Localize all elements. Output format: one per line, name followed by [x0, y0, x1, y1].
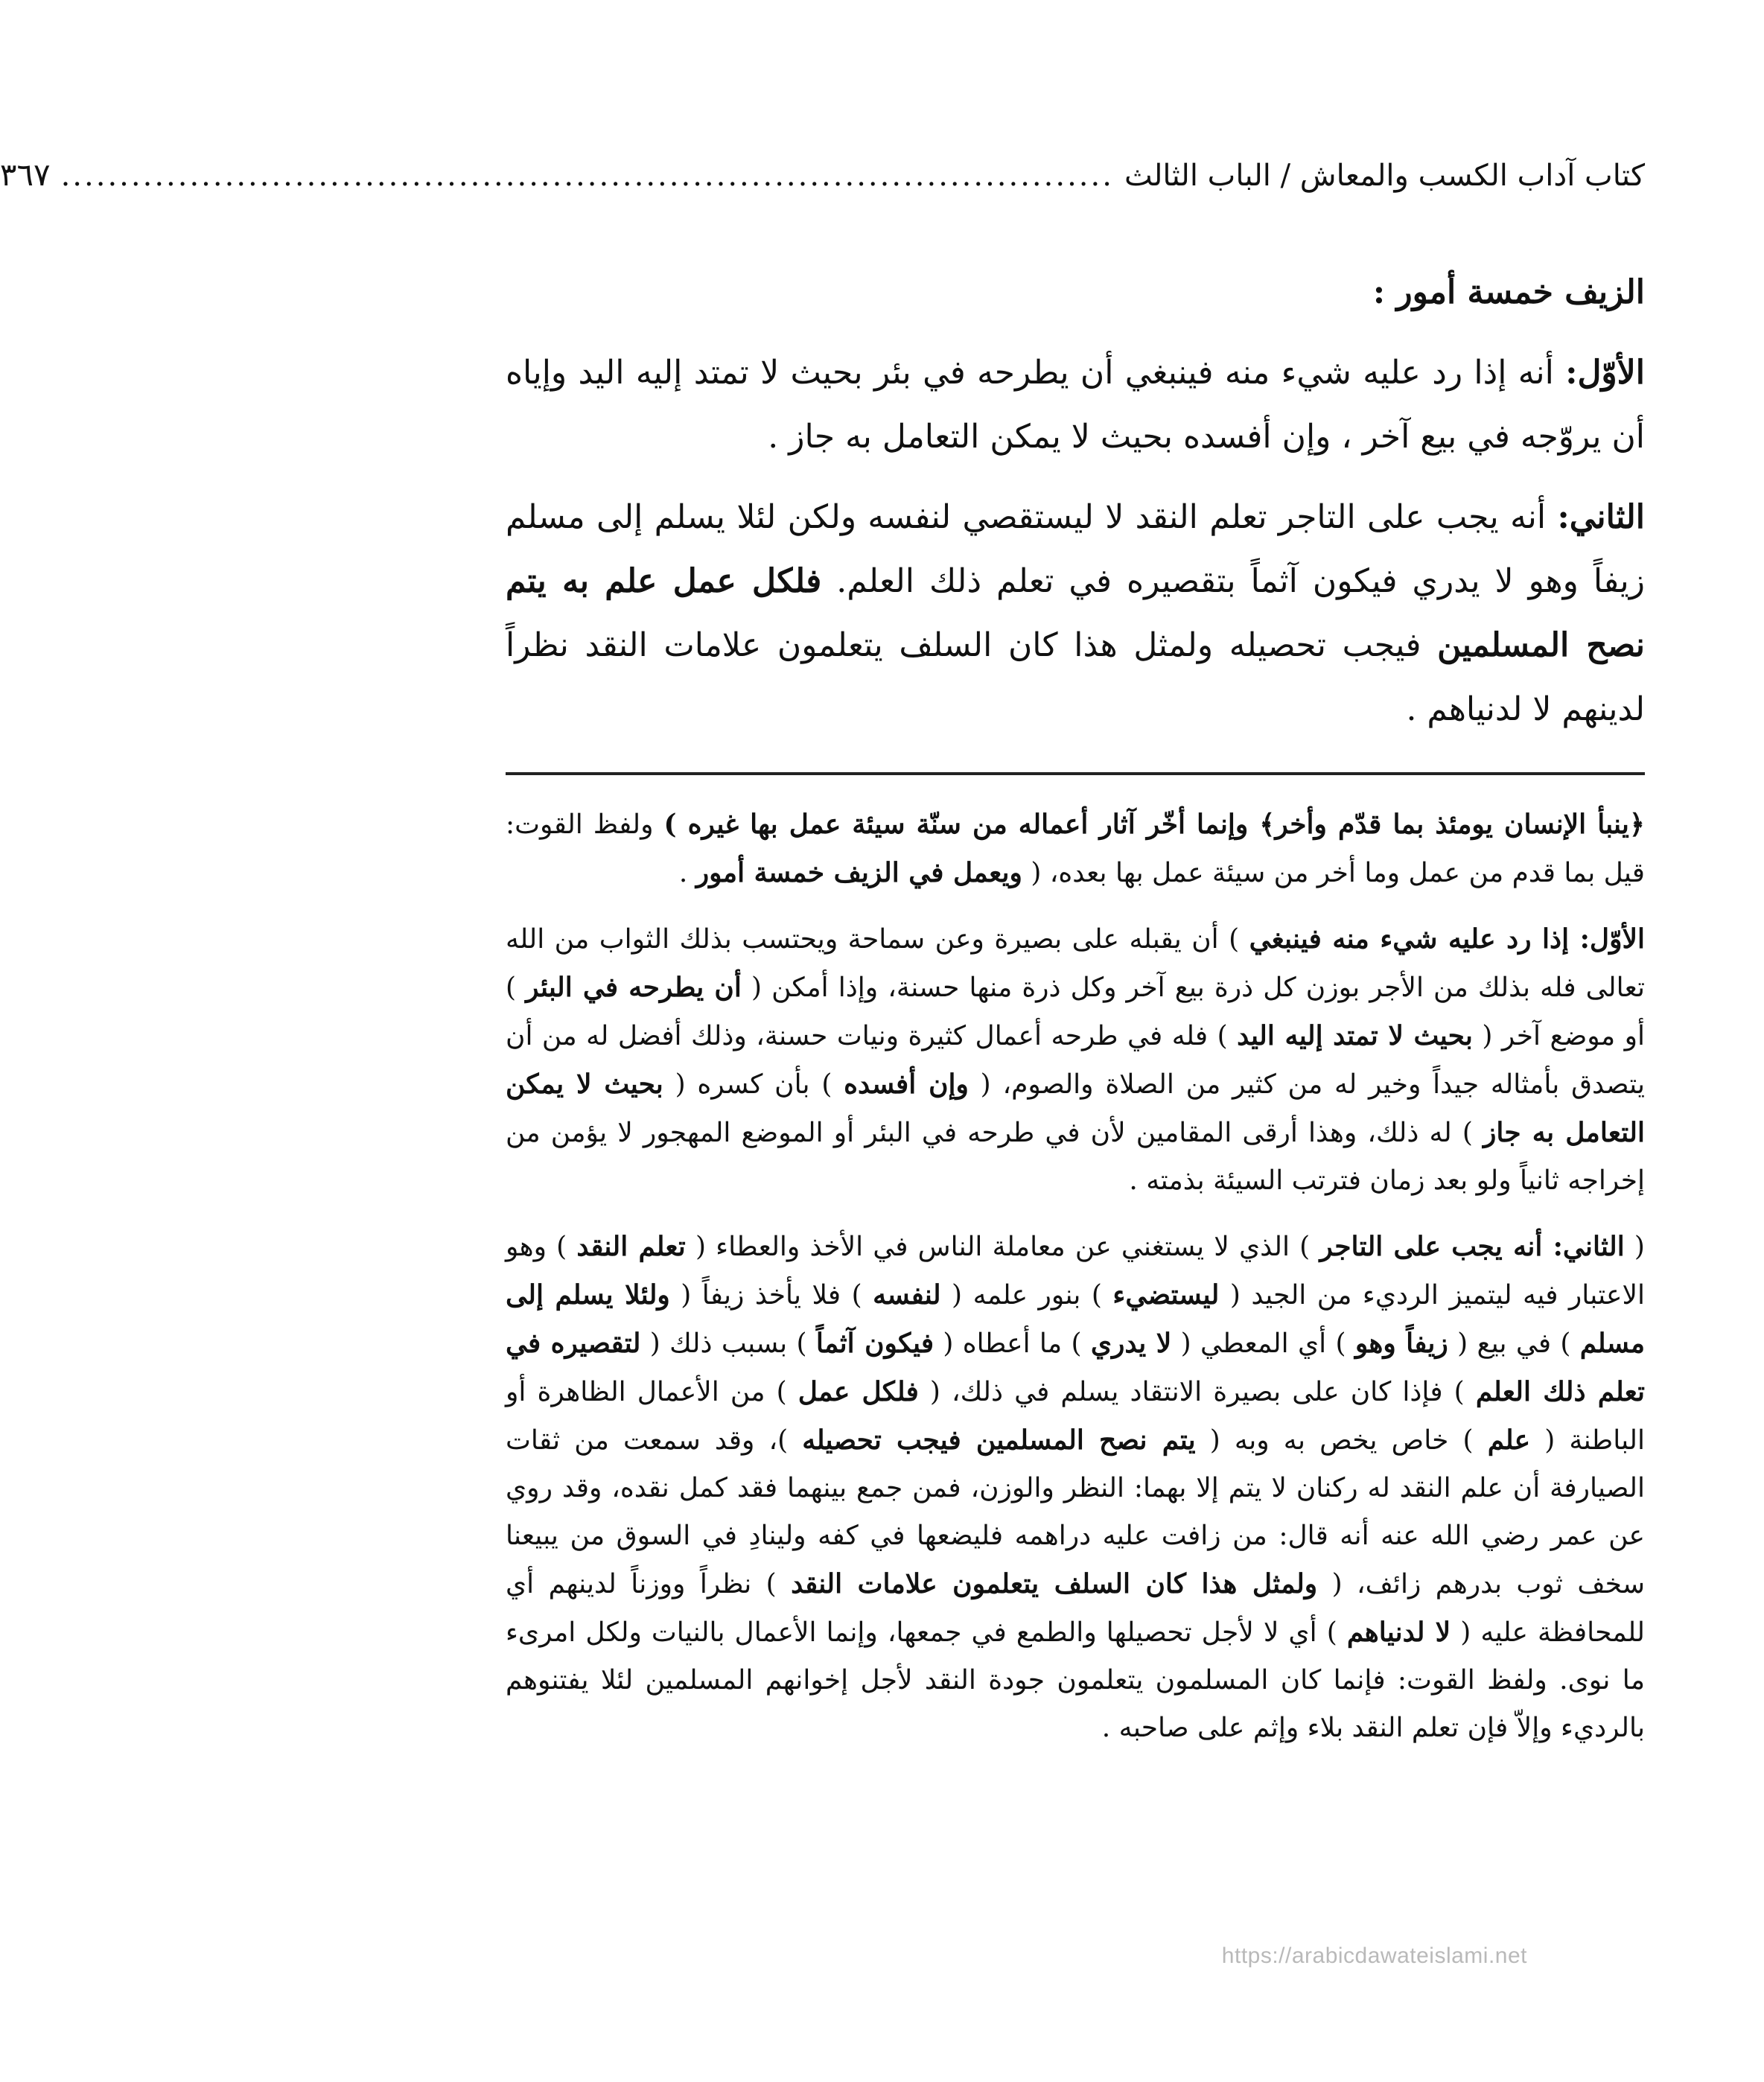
commentary-quoted-text: علم	[1487, 1424, 1531, 1456]
second-text-end: فيجب تحصيله ولمثل هذا كان السلف يتعلمون علامات النقد نظراً لدينهم لا لدنياهم .	[506, 626, 1645, 728]
commentary-text: ) بسبب ذلك (	[640, 1328, 816, 1359]
commentary-quoted-text: زيفاً وهو	[1354, 1328, 1448, 1359]
commentary-text: ) فإذا كان على بصيرة الانتقاد يسلم في ذلك، (	[918, 1377, 1476, 1407]
second-text: أنه يجب على التاجر تعلم النقد لا ليستقصي لنفسه ولكن لئلا يسلم إلى مسلم زيفاً وهو لا يدري فيكون آثماً بتقصيره في تعلم ذلك العلم.	[506, 498, 1645, 600]
second-paragraph	[506, 486, 1645, 742]
commentary-quoted-text: ولئلا يسلم إلى مسلم	[506, 1279, 1645, 1359]
second-text-bold: فلكل عمل علم به يتم نصح المسلمين	[506, 562, 1646, 664]
commentary-text: ) وهو الاعتبار فيه ليتميز الرديء من الجيد (	[506, 1232, 1645, 1311]
commentary-quoted-text: ليستضيء	[1112, 1279, 1220, 1311]
commentary-quoted-text: ﴿ينبأ الإنسان يومئذ بما قدّم وأخر﴾ وإنما أخّر آثار أعماله من سنّة سيئة عمل بها غيره )	[663, 809, 1645, 840]
intro-paragraph	[506, 261, 1645, 325]
second-label: الثاني:	[1557, 498, 1645, 536]
commentary-quoted-text: لتقصيره في تعلم ذلك العلم	[506, 1328, 1646, 1407]
footnote-divider	[506, 772, 1645, 775]
header-leader-dots: ..........................................................................................	[60, 159, 1114, 193]
commentary-text: ) أن يقبله على بصيرة وعن سماحة ويحتسب بذلك الثواب من الله تعالى فله بذلك من الأجر بوزن كل ذرة بيع آخر وكل ذرة منها حسنة، وإذا أمكن (	[506, 924, 1645, 1003]
page-number: ٣٦٧	[0, 156, 51, 193]
commentary-text: ) بأن كسره (	[663, 1069, 844, 1100]
commentary-quoted-text: لنفسه	[873, 1279, 941, 1311]
first-label: الأوّل:	[1565, 354, 1645, 392]
commentary-paragraph	[506, 915, 1645, 1205]
first-text: أنه إذا رد عليه شيء منه فينبغي أن يطرحه في بئر بحيث لا تمتد إليه اليد وإياه أن يروّجه في بيع آخر ، وإن أفسده بحيث لا يمكن التعامل به جاز .	[506, 354, 1645, 456]
commentary-quoted-text: الأوّل: إذا رد عليه شيء منه فينبغي	[1249, 923, 1645, 955]
commentary-text: ) أي لا لأجل تحصيلها والطمع في جمعها، وإنما الأعمال بالنيات ولكل امرىء ما نوى. ولفظ القوت: فإنما كان المسلمون يتعلمون جودة النقد لأجل إخوانهم المسلمين لئلا يفتنوهم بالرديء وإلاّ فإن تعلم النقد بلاء وإثم على صاحبه .	[506, 1617, 1645, 1743]
running-header	[0, 156, 1645, 201]
commentary-text: )، وقد سمعت من ثقات الصيارفة أن علم النقد له ركنان لا يتم إلا بهما: النظر والوزن، فمن جمع بينهما فقد كمل نقده، وقد روي عن عمر رضي الله عنه أنه قال: من زافت عليه دراهمه فليضعها في كفه ولينادِ في السوق من يبيعنا سخف ثوب بدرهم زائف، (	[506, 1425, 1645, 1599]
commentary-quoted-text: ويعمل في الزيف خمسة أمور	[695, 857, 1022, 888]
commentary-section	[506, 800, 1645, 1770]
commentary-text: ) من الأعمال الظاهرة أو الباطنة (	[506, 1377, 1645, 1456]
commentary-quoted-text: أن يطرحه في البئر	[526, 972, 742, 1003]
commentary-quoted-text: الثاني: أنه يجب على التاجر	[1319, 1231, 1625, 1262]
commentary-text: ) فله في طرحه أعمال كثيرة ونيات حسنة، وذلك أفضل له من أن يتصدق بأمثاله جيداً وخير له من كثير من الصلاة والصوم، (	[506, 1021, 1645, 1100]
commentary-text: ) بنور علمه (	[940, 1280, 1113, 1311]
commentary-text: ) أو موضع آخر (	[506, 972, 1646, 1051]
first-paragraph	[506, 341, 1645, 469]
commentary-quoted-text: لا يدري	[1090, 1328, 1172, 1359]
commentary-paragraph	[506, 800, 1645, 897]
main-text	[506, 261, 1645, 758]
commentary-text: ) في بيع (	[1448, 1328, 1580, 1359]
commentary-quoted-text: لا لدنياهم	[1346, 1617, 1451, 1648]
commentary-quoted-text: وإن أفسده	[844, 1069, 969, 1100]
commentary-quoted-text: تعلم النقد	[576, 1231, 686, 1262]
commentary-text: ) أي المعطي (	[1171, 1328, 1355, 1359]
commentary-quoted-text: يتم نصح المسلمين فيجب تحصيله	[802, 1424, 1196, 1456]
commentary-text: ) فلا يأخذ زيفاً (	[669, 1280, 873, 1311]
commentary-quoted-text: بحيث لا يمكن التعامل به جاز	[506, 1069, 1645, 1148]
commentary-text: ولفظ القوت: قيل بما قدم من عمل وما أخر من سيئة عمل بها بعده، (	[506, 809, 1645, 888]
commentary-text: ) الذي لا يستغني عن معاملة الناس في الأخذ والعطاء (	[685, 1232, 1320, 1262]
commentary-text: ) له ذلك، وهذا أرقى المقامين لأن في طرحه في البئر أو الموضع المهجور لا يؤمن من إخراجه ثانياً ولو بعد زمان فترتب السيئة بذمته .	[506, 1118, 1645, 1196]
commentary-paragraph	[506, 1223, 1645, 1752]
commentary-text: ) نظراً ووزناً لدينهم أي للمحافظة عليه (	[506, 1569, 1646, 1648]
commentary-text: .	[678, 858, 696, 888]
commentary-quoted-text: فلكل عمل	[797, 1376, 919, 1407]
intro-heading: الزيف خمسة أمور :	[1372, 273, 1645, 311]
commentary-quoted-text: فيكون آثماً	[815, 1328, 934, 1359]
commentary-text: ) ما أعطاه (	[934, 1328, 1091, 1359]
commentary-quoted-text: ولمثل هذا كان السلف يتعلمون علامات النقد	[791, 1568, 1318, 1599]
commentary-text: ) خاص يخص به وبه (	[1195, 1425, 1488, 1456]
site-watermark: https://arabicdawateislami.net	[1221, 1943, 1527, 1968]
commentary-text: (	[1624, 1232, 1645, 1262]
commentary-quoted-text: بحيث لا تمتد إليه اليد	[1237, 1020, 1473, 1051]
header-title: كتاب آداب الكسب والمعاش / الباب الثالث	[1124, 159, 1645, 193]
